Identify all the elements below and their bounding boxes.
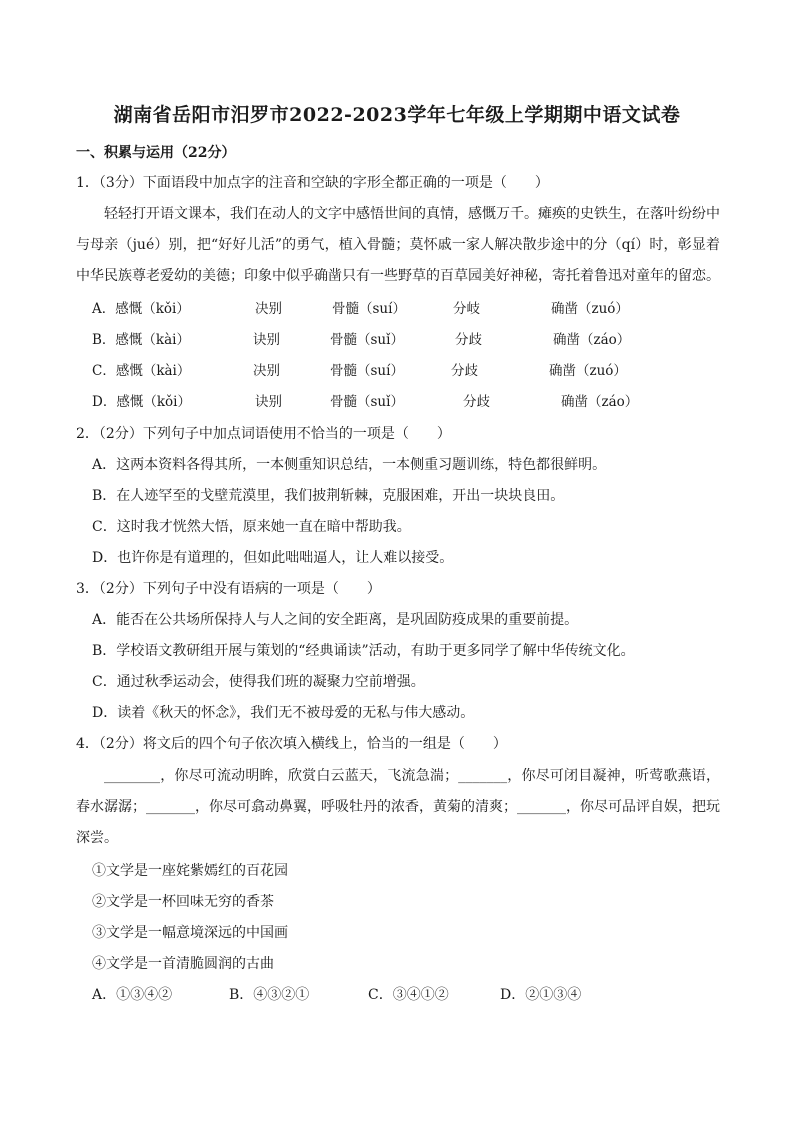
question-4-choice-d: D．②①③④ [500,987,582,1003]
option-word: 分歧 [463,394,490,410]
option-word: 确凿（zuó） [549,363,627,379]
option-word: 骨髓（suí） [332,301,406,317]
option-word: 诀别 [253,332,280,348]
question-2-option-d: D．也许你是有道理的，但如此咄咄逼人，让人难以接受。 [92,550,454,566]
question-4-stem: 4．（2分）将文后的四个句子依次填入横线上，恰当的一组是（ ） [76,736,507,752]
question-4-choice-a: A．①③④② [92,987,173,1003]
option-label: A．感慨（kǒi） [92,301,190,317]
question-3-option-a: A．能否在公共场所保持人与人之间的安全距离，是巩固防疫成果的重要前提。 [92,612,579,628]
option-label: B．感慨（kài） [92,332,190,348]
question-4-sentence-1: ①文学是一座姹紫嫣红的百花园 [92,863,288,879]
question-1-passage: 轻轻打开语文课本，我们在动人的文字中感悟世间的真情，感慨万千。瘫痪的史铁生，在落叶纷纷中与母亲（jué）别，把“好好儿活”的勇气，植入骨髓；莫怀戚一家人解决散步途中的分（qí）时，彰显着中华民族尊老爱幼的美德；印象中似乎确凿只有一些野草的百草园美好神秘，寄托着鲁迅对童年的留恋。 [76,206,720,284]
question-4-sentence-3: ③文学是一幅意境深远的中国画 [92,925,288,941]
question-2-option-a: A．这两本资料各得其所，一本侧重知识总结，一本侧重习题训练，特色都很鲜明。 [92,457,607,473]
option-word: 决别 [253,363,280,379]
question-3-option-c: C．通过秋季运动会，使得我们班的凝聚力空前增强。 [92,674,425,690]
question-2-option-b: B．在人迹罕至的戈壁荒漠里，我们披荆斩棘，克服困难，开出一块块良田。 [92,488,565,504]
page-title: 湖南省岳阳市汨罗市2022-2023学年七年级上学期期中语文试卷 [113,104,681,126]
question-4-choice-b: B．④③②① [229,987,310,1003]
option-label: C．感慨（kài） [92,363,191,379]
option-word: 诀别 [255,394,282,410]
option-word: 确凿（záo） [561,394,639,410]
question-4-passage: ________，你尽可流动明眸，欣赏白云蓝天，飞流急湍；_______，你尽可闭目凝神，听莺歌燕语，春水潺潺；_______，你尽可翕动鼻翼，呼吸牡丹的浓香，黄菊的清爽；_______，你尽可品评自娱，把玩深尝。 [76,768,720,846]
option-label: D．感慨（kǒi） [92,394,191,410]
option-word: 决别 [255,301,282,317]
option-word: 确凿（zuó） [551,301,629,317]
section-heading: 一、积累与运用（22分） [76,145,236,161]
option-word: 分歧 [455,332,482,348]
option-word: 分歧 [451,363,478,379]
question-3-stem: 3．（2分）下列句子中没有语病的一项是（ ） [76,581,381,597]
option-word: 确凿（záo） [553,332,631,348]
question-4-choice-c: C．③④①② [368,987,449,1003]
option-word: 骨髓（suǐ） [330,332,404,348]
question-4-sentence-4: ④文学是一首清脆圆润的古曲 [92,956,274,972]
question-3-option-d: D．读着《秋天的怀念》，我们无不被母爱的无私与伟大感动。 [92,705,475,721]
question-2-stem: 2．（2分）下列句子中加点词语使用不恰当的一项是（ ） [76,426,451,442]
option-word: 分岐 [453,301,480,317]
option-word: 骨髓（suí） [330,363,404,379]
option-word: 骨髓（suǐ） [330,394,404,410]
question-1-stem: 1．（3分）下面语段中加点字的注音和空缺的字形全都正确的一项是（ ） [76,175,549,191]
question-3-option-b: B．学校语文教研组开展与策划的“经典诵读”活动，有助于更多同学了解中华传统文化。 [92,643,635,659]
question-4-sentence-2: ②文学是一杯回味无穷的香茶 [92,894,274,910]
question-2-option-c: C．这时我才恍然大悟，原来她一直在暗中帮助我。 [92,519,411,535]
